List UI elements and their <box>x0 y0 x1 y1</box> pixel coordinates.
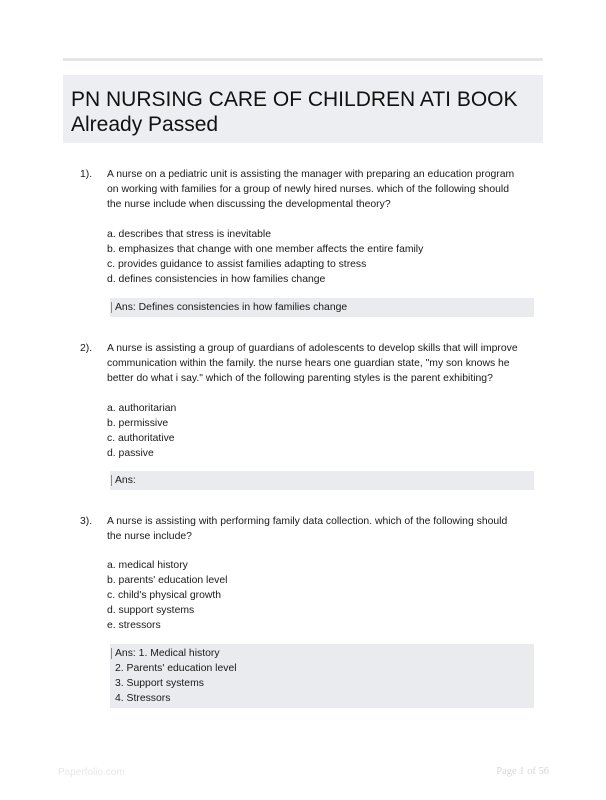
title-banner <box>63 75 543 143</box>
answer-line: Ans: 1. Medical history <box>115 648 220 659</box>
question-text-line: on working with families for a group of newly hired nurses. which of the following should <box>107 184 509 195</box>
option-a: a. describes that stress is inevitable <box>107 229 272 240</box>
question-text <box>107 341 535 386</box>
question-text-line: the nurse include when discussing the developmental theory? <box>107 199 391 210</box>
question-text-line: communication within the family. the nurse hears one guardian state, "my son knows he <box>107 358 510 369</box>
answer-box <box>110 644 534 708</box>
question-text-line: A nurse is assisting a group of guardians of adolescents to develop skills that will improve <box>107 343 518 354</box>
answer-text: Ans: Defines consistencies in how families change <box>115 302 348 313</box>
answer-marker <box>111 648 112 659</box>
title-line-1: PN NURSING CARE OF CHILDREN ATI BOOK <box>71 88 518 111</box>
answer-marker <box>111 302 112 313</box>
option-b: b. emphasizes that change with one member affects the entire family <box>107 244 424 255</box>
page-indicator: Page 1 of 56 <box>496 766 549 777</box>
top-divider <box>63 58 543 61</box>
option-d: d. passive <box>107 448 154 459</box>
option-b: b. parents' education level <box>107 575 228 586</box>
answer-text: Ans: <box>115 475 136 486</box>
question-text <box>107 514 535 544</box>
options-list <box>107 558 535 633</box>
question-text-line: the nurse include? <box>107 531 192 542</box>
question-text-line: A nurse is assisting with performing family data collection. which of the following should <box>107 516 508 527</box>
answer-line: 4. Stressors <box>115 693 171 704</box>
question-number: 2). <box>80 343 93 354</box>
option-c: c. provides guidance to assist families adapting to stress <box>107 259 367 270</box>
footer-watermark: Paperfolio.com <box>58 767 125 778</box>
option-a: a. authoritarian <box>107 403 177 414</box>
answer-box <box>110 471 534 490</box>
answer-line: 3. Support systems <box>115 678 204 689</box>
option-c: c. authoritative <box>107 433 175 444</box>
title-line-2: Already Passed <box>71 113 219 136</box>
page-title <box>71 87 518 137</box>
options-list <box>107 227 535 287</box>
option-c: c. child's physical growth <box>107 590 222 601</box>
answer-line: 2. Parents' education level <box>115 663 237 674</box>
question-number: 1). <box>80 169 93 180</box>
question-text <box>107 167 535 212</box>
question-text-line: A nurse on a pediatric unit is assisting the manager with preparing an education program <box>107 169 515 180</box>
answer-box <box>110 298 534 317</box>
options-list <box>107 401 535 461</box>
option-d: d. support systems <box>107 605 195 616</box>
option-b: b. permissive <box>107 418 169 429</box>
option-a: a. medical history <box>107 560 188 571</box>
question-text-line: better do what i say." which of the following parenting styles is the parent exhibiting? <box>107 373 493 384</box>
question-number: 3). <box>80 516 93 527</box>
option-e: e. stressors <box>107 620 161 631</box>
option-d: d. defines consistencies in how families change <box>107 274 326 285</box>
answer-marker <box>111 475 112 486</box>
